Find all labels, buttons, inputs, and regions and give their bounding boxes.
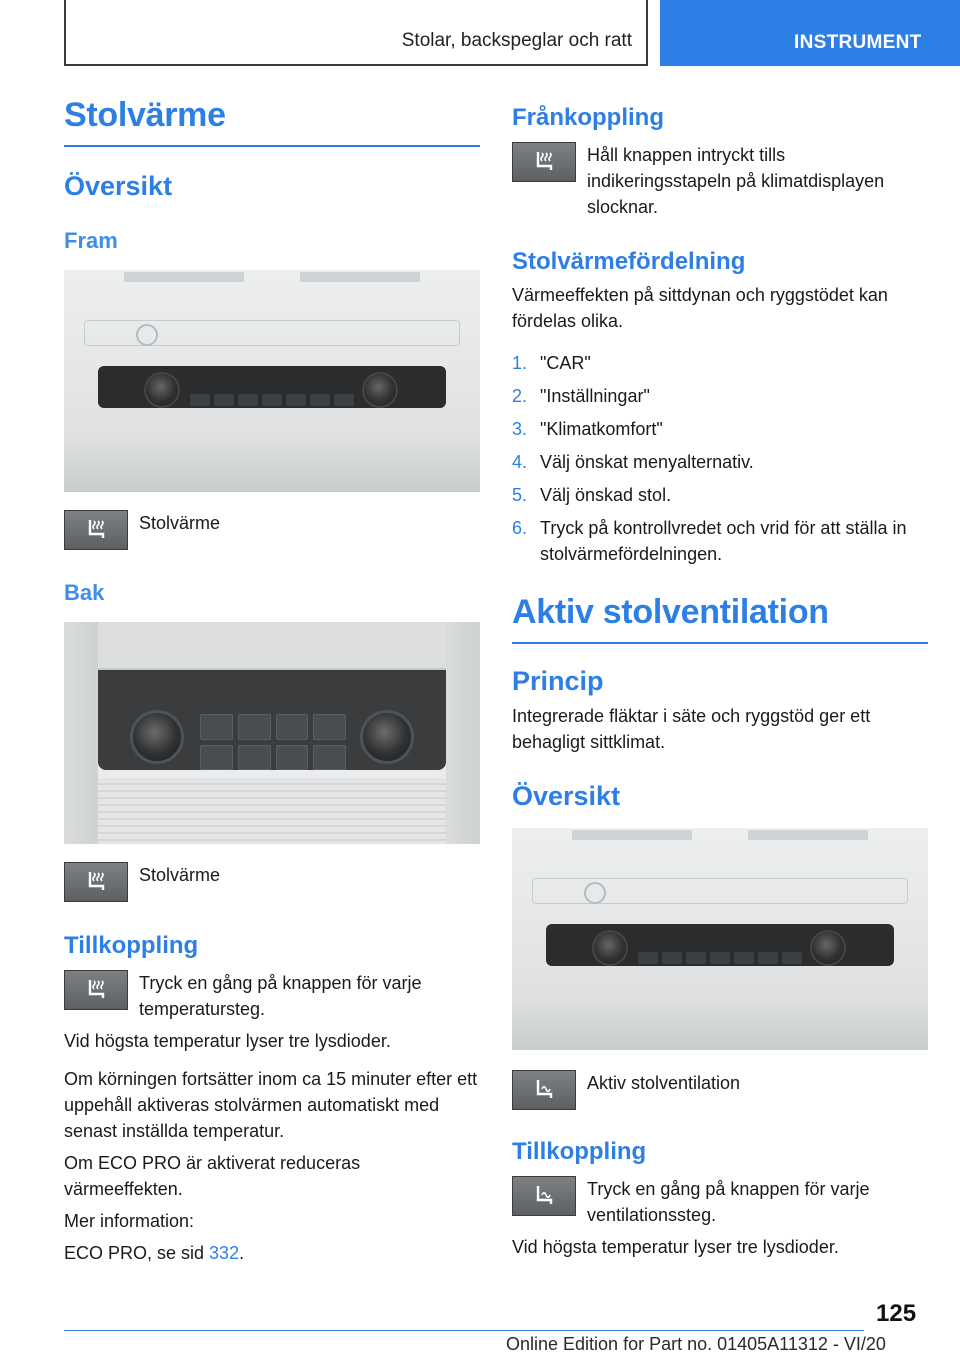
switch-on-instruction <box>64 970 480 1022</box>
switch-on-text: Tryck en gång på knappen för varje temperatursteg. <box>139 973 422 1019</box>
ventilation-led-info: Vid högsta temperatur lyser tre lysdioder. <box>512 1237 839 1257</box>
list-item: 3. "Klimatkomfort" <box>512 419 663 439</box>
ventilation-on-instruction <box>512 1176 928 1228</box>
rear-seat-heating-legend <box>64 862 480 902</box>
page-title: Stolvärme <box>64 96 226 134</box>
switch-off-instruction <box>512 142 928 220</box>
front-seat-heating-legend <box>64 510 480 550</box>
paragraph-more-info: Mer information: <box>64 1211 195 1231</box>
ventilation-rule <box>512 642 928 644</box>
list-item: 6. Tryck på kontrollvredet och vrid för att ställa in stolvärmefördelningen. <box>512 518 907 564</box>
overview-heading: Översikt <box>64 171 173 201</box>
principle-text: Integrerade fläktar i säte och ryggstöd ger ett behagligt sittklimat. <box>512 706 871 752</box>
steps-list <box>512 350 928 567</box>
footer-rule <box>64 1330 864 1331</box>
switch-off-heading: Frånkoppling <box>512 104 664 131</box>
section-label: Stolar, backspeglar och ratt <box>401 30 632 51</box>
seat-ventilation-icon <box>512 1176 576 1216</box>
paragraph-eco-pro-ref: ECO PRO, se sid 332. <box>64 1243 245 1263</box>
switch-on-heading: Tillkoppling <box>64 932 199 959</box>
paragraph-auto-resume: Om körningen fortsätter inom ca 15 minuter efter ett uppehåll aktiveras stolvärmen automatiskt med senast inställda temperatur. <box>64 1069 478 1141</box>
ventilation-panel-image <box>512 828 928 1050</box>
front-icon-caption: Stolvärme <box>139 513 221 533</box>
seat-heating-icon <box>64 510 128 550</box>
list-item: 2. "Inställningar" <box>512 386 650 406</box>
rear-icon-caption: Stolvärme <box>139 865 221 885</box>
front-heading: Fram <box>64 228 118 253</box>
right-column <box>512 104 928 1260</box>
seat-heating-icon <box>64 862 128 902</box>
seat-heating-icon <box>512 142 576 182</box>
ventilation-on-heading: Tillkoppling <box>512 1138 647 1165</box>
list-item: 4. Välj önskat menyalternativ. <box>512 452 754 472</box>
principle-heading: Princip <box>512 666 604 696</box>
left-column <box>64 96 480 1266</box>
seat-heating-icon <box>64 970 128 1010</box>
page-number: 125 <box>876 1300 917 1327</box>
distribution-heading: Stolvärmefördelning <box>512 248 746 275</box>
title-rule <box>64 145 480 147</box>
page-reference-link[interactable]: 332 <box>209 1243 240 1263</box>
paragraph-led-info: Vid högsta temperatur lyser tre lysdioder. <box>64 1031 391 1051</box>
front-climate-panel-image <box>64 270 480 492</box>
rear-climate-panel-image <box>64 622 480 844</box>
ventilation-legend <box>512 1070 928 1110</box>
ventilation-on-text: Tryck en gång på knappen för varje ventilationssteg. <box>587 1179 870 1225</box>
distribution-text: Värmeeffekten på sittdynan och ryggstödet kan fördelas olika. <box>512 285 888 331</box>
running-header-section <box>64 0 648 66</box>
seat-ventilation-icon <box>512 1070 576 1110</box>
list-item: 1. "CAR" <box>512 353 591 373</box>
ventilation-title: Aktiv stolventilation <box>512 593 829 631</box>
edition-info: Online Edition for Part no. 01405A11312 - VI/20 <box>506 1334 886 1354</box>
ventilation-overview-heading: Översikt <box>512 781 621 811</box>
chapter-label: INSTRUMENT <box>794 32 922 53</box>
chapter-tab[interactable] <box>660 0 960 66</box>
ventilation-icon-caption: Aktiv stolventilation <box>587 1073 741 1093</box>
list-item: 5. Välj önskad stol. <box>512 485 672 505</box>
switch-off-text: Håll knappen intryckt tills indikeringsstapeln på klimatdisplayen slocknar. <box>587 145 885 217</box>
paragraph-eco-pro: Om ECO PRO är aktiverat reduceras värmeeffekten. <box>64 1153 361 1199</box>
rear-heading: Bak <box>64 580 105 605</box>
